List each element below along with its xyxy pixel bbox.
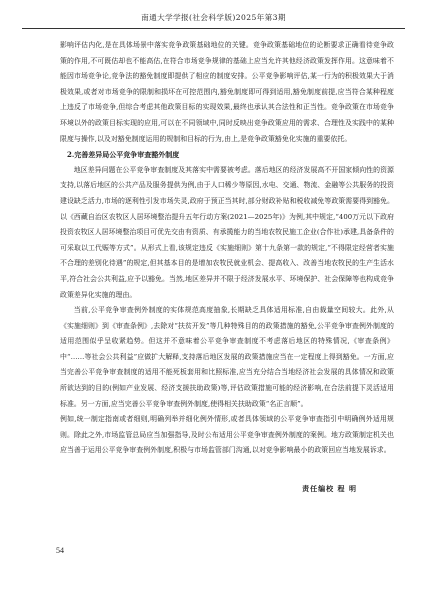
paragraph-2: 地区差异问题在公平竞争审查制度及其落实中需要被考虑。落后地区的经济发展高不开国家倾向性的资源支持,以落后地区的公共产品及服务提供为例,由于人口稀少等原因,水电、交通、物流、金融等公共服务的投资建设缺乏活力,市场的逐利性引发市场失灵,政府于预正当其时,部分财政补贴和税收减免等政策需要得到豁免。以《西藏自治区农牧区人居环境整治提升五年行动方案(2021—2025年)》为例,其中规定,“400万元以下政府投资农牧区人居环境整治项目可优先交由有资质、有承揽能力的当地农牧民施工企业(合作社)承建,具备条件的可采取以工代赈等方式”。从形式上看,该规定违反《实施细则》第十九条第一款的规定,“不得限定经营者实施不合理的差别化待遇”的规定,但其基本目的是增加农牧民就业机会、提高收入、改善当地农牧民的生产生活水平,符合社会公共利益,应予以豁免。当然,地区差异并不限于经济发展水平、环境保护、社会保障等也构成竞争政策差异化实施的理由。 <box>60 165 394 299</box>
article-body <box>60 38 394 459</box>
paragraph-4: 例如,统一制定指南或者细则,明确列举并细化例外情形,或者具体领域的公平竞争审查指引中明确例外适用规则。除此之外,市场监管总局应当加强指导,及时公布适用公平竞争审查例外制度的案例。地方政策制定机关也应当善于运用公平竞争审查例外制度,积极与市场监管部门沟通,以对竞争影响最小的政策回应当地发展诉求。 <box>60 415 394 455</box>
page-number: 54 <box>56 546 64 555</box>
section-heading: 2.完善差异局公平竞争审查豁外制度 <box>67 150 180 160</box>
paragraph-3: 当前,公平竞争审查例外制度的实体规范高度抽象,长期缺乏具体适用标准,自由裁量空间较大。此外,从《实施细则》到《审查条例》,去除对“扶贫开发”等几种特殊目的的政策措施的豁免,公平竞争审查例外制度的适用范围似乎呈收紧趋势。但这并不意味着公平竞争审查制度不考虑落后地区的特殊情况,《审查条例》中“……等社会公共利益”应做扩大解释,支持落后地区发展的政策措施应当在一定程度上得到豁免。一方面,应当完善公平竞争审查制度的适用不能死板套用和比照标准,应当充分结合当地经济社会发展的具体情况和政策所欲达到的目的(例如产业发展、经济支援扶助政策)等,评估政策措施可能的经济影响,在合法前提下灵活适用标准。另一方面,应当完善公平竞争审查例外制度,使得相关扶助政策“名正言顺”。 <box>60 306 394 408</box>
paragraph-1: 影响评估内化,是在具体场景中落实竞争政策基础地位的关键。竞争政策基础地位的论断要求正确看待竞争政策的作用,不可既估却也不能高估,在符合市场竞争规律的基础上应当允许其他经济政策发挥作用。这意味着不能因市场竞争论,竞争法的豁免制度即提供了相应的制度安排。公平竞争影响评估,某一行为的积极效果大于消极效果,或者对市场竞争的限制和损坏在可控范围内,豁免制度即可得到适用,豁免制度前提,应当符合某种程度上违反了市场竞争,但综合考虑其他政策目标的实现效果,最终也承认其合法性和正当性。竞争政策在市场竞争环境以外的政策目标实现的应用,可以在不同领域中,同时反映出竞争政策应用的需求、合理性及实践中的某种限度与操作,以及对豁免制度运用的规制和目标的行为,由上,是竞争政策豁免化实施的重要依托。 <box>60 41 394 143</box>
running-header: 南通大学学报(社会科学版)2025年第3期 <box>22 10 405 29</box>
editor-credit: 责任编校 程 明 <box>302 484 357 493</box>
